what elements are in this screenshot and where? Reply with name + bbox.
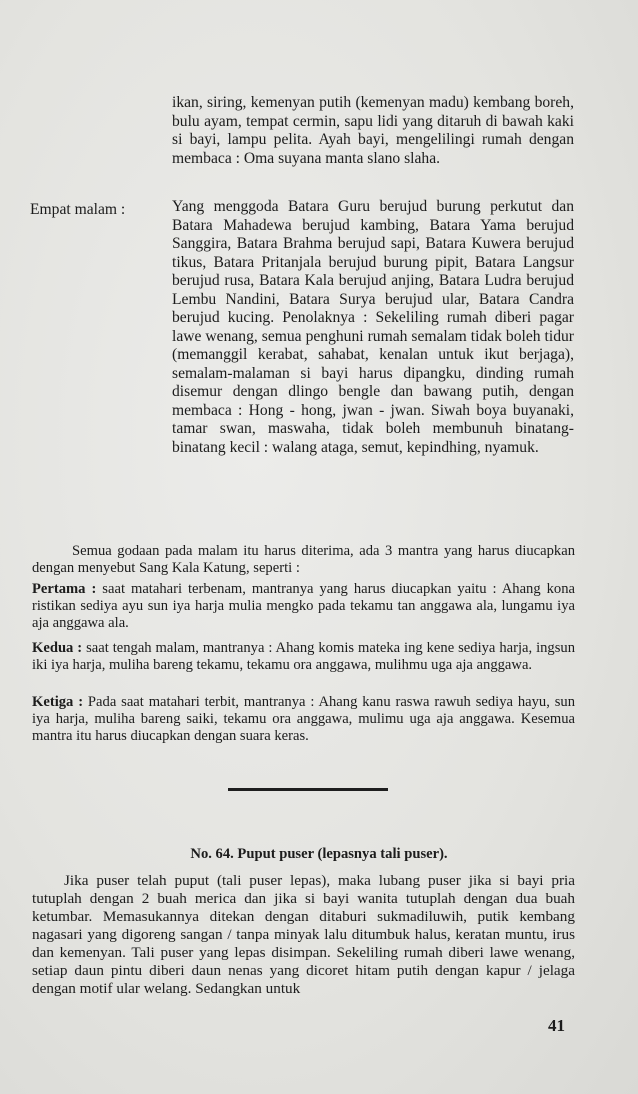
kedua-text: saat tengah malam, mantranya : Ahang komis mateka ing kene sediya harja, ingsun iki iya harja, muliha bareng tekamu, tekamu ora anggawa, mulihmu uga aja anggawa. [32,640,575,673]
puput-puser-paragraph [32,872,575,998]
ketiga-paragraph [32,694,575,745]
section-divider [228,788,388,791]
intro-text: Semua godaan pada malam itu harus diterima, ada 3 mantra yang harus diucapkan dengan menyebut Sang Kala Katung, seperti : [32,543,575,576]
empat-malam-text: Yang menggoda Batara Guru berujud burung perkutut dan Batara Mahadewa berujud kambing, Batara Yama berujud Sanggira, Batara Brahma berujud sapi, Batara Kuwera berujud tikus, Batara Pritanjala berujud burung pipit, Batara Langsur berujud rusa, Batara Kala berujud anjing, Batara Ludra berujud Lembu Nandini, Batara Surya berujud ular, Batara Candra berujud kucing. Penolaknya : Sekeliling rumah diberi pagar lawe wenang, semua penghuni rumah semalam tidak boleh tidur (memanggil kerabat, sahabat, kenalan untuk ikut berjaga), semalam-malaman si bayi harus dipangku, dinding rumah disemur dengan dlingo bengle dan bawang putih, dengan membaca : Hong - hong, jwan - jwan. Siwah boya buyanaki, tamar swan, maswaha, tidak boleh membunuh binatang-binatang kecil : walang ataga, semut, kepindhing, nyamuk. [172,198,574,456]
pertama-text: saat matahari terbenam, mantranya yang harus diucapkan yaitu : Ahang kona ristikan sediya ayu sun iya harja mulia mengko pada tekamu tan anggawa ala, lungamu iya aja anggawa ala. [32,581,575,631]
empat-malam-paragraph [172,198,574,457]
kedua-keyword: Kedua : [32,640,83,656]
continued-paragraph-text: ikan, siring, kemenyan putih (kemenyan madu) kembang boreh, bulu ayam, tempat cermin, sapu lidi yang ditaruh di bawah kaki si bayi, lampu pelita. Ayah bayi, mengelilingi rumah dengan membaca : Oma suyana manta slano slaha. [172,94,574,167]
section-heading: No. 64. Puput puser (lepasnya tali puser). [190,846,448,862]
pertama-paragraph [32,581,575,632]
puput-puser-text: Jika puser telah puput (tali puser lepas), maka lubang puser jika si bayi pria tutuplah dengan 2 buah merica dan jika si bayi wanita tutuplah dengan dua buah ketumbar. Memasukannya ditekan dengan ditaburi sukmadiluwih, putik kembang nagasari yang digoreng sangan / tanpa minyak lalu ditumbuk halus, keratan muntu, irus dan kemenyan. Tali puser yang lepas disimpan. Sekeliling rumah diberi lawe wenang, setiap daun pintu diberi daun nenas yang dicoret hitam putih dengan kapur / jelaga dengan motif ular welang. Sedangkan untuk [32,872,575,997]
intro-paragraph [32,543,575,577]
empat-malam-label: Empat malam : [30,201,126,218]
page-number: 41 [548,1016,565,1035]
kedua-paragraph [32,640,575,674]
continued-paragraph [172,94,574,168]
pertama-keyword: Pertama : [32,581,97,597]
ketiga-keyword: Ketiga : [32,694,84,710]
ketiga-text: Pada saat matahari terbit, mantranya : Ahang kanu raswa rawuh sediya hayu, sun iya harja, muliha bareng saiki, tekamu ora anggawa, mulimu uga aja anggawa. Kesemua mantra itu harus diucapkan dengan suara keras. [32,694,575,744]
